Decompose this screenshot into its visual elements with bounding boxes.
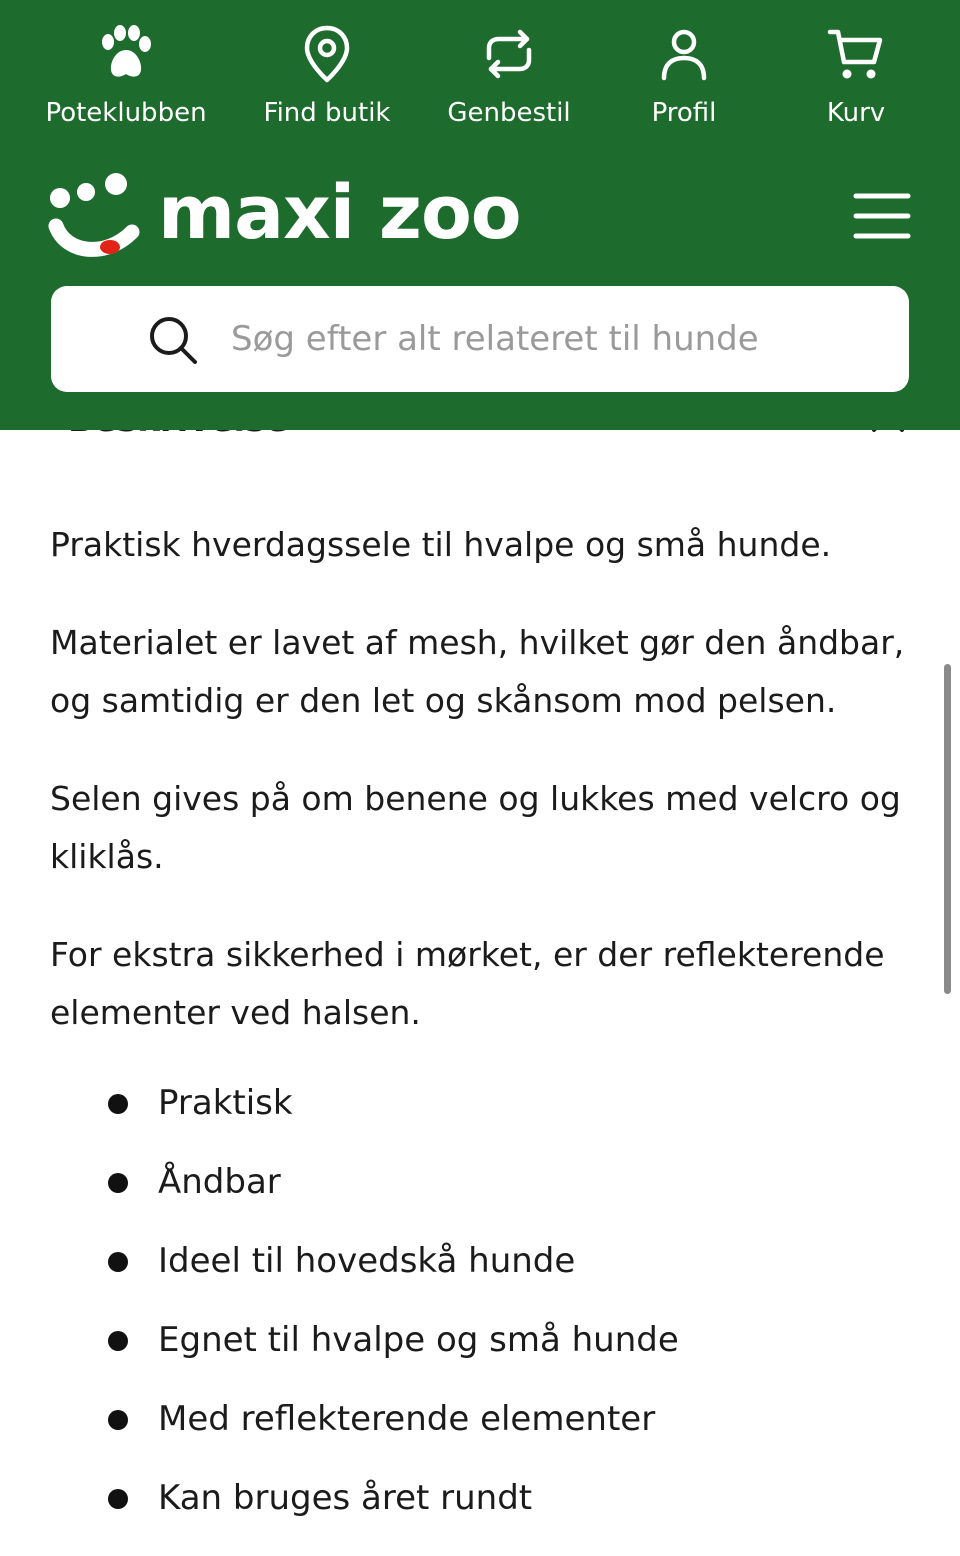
list-item [50, 1477, 910, 1556]
hamburger-menu-icon[interactable] [850, 190, 914, 242]
list-item-text: Praktisk [158, 1083, 293, 1123]
bullet-dot-icon [108, 1410, 128, 1430]
list-item-text: Åndbar [158, 1162, 281, 1202]
feature-list [50, 1082, 910, 1556]
nav-poteklubben[interactable] [26, 22, 226, 137]
nav-genbestil[interactable] [409, 22, 609, 137]
repeat-icon [477, 22, 541, 86]
search-input[interactable] [231, 304, 871, 374]
nav-label: Genbestil [447, 98, 571, 128]
nav-label: Profil [651, 98, 717, 128]
description-paragraph: Praktisk hverdagssele til hvalpe og små hunde. [50, 525, 832, 564]
nav-profil[interactable] [584, 22, 784, 137]
list-item [50, 1161, 910, 1240]
bullet-dot-icon [108, 1173, 128, 1193]
description-paragraph: Materialet er lavet af mesh, hvilket gør den åndbar, og samtidig er den let og skånsom mod pelsen. [50, 623, 905, 720]
cart-icon [824, 22, 888, 86]
maxi-zoo-logo[interactable] [48, 168, 568, 268]
user-icon [652, 22, 716, 86]
site-header [0, 0, 960, 430]
nav-kurv[interactable] [756, 22, 956, 137]
logo-mark-icon [48, 168, 148, 263]
bullet-dot-icon [108, 1094, 128, 1114]
description-content [50, 516, 910, 1556]
list-item-text: Kan bruges året rundt [158, 1478, 533, 1518]
paw-icon [94, 22, 158, 86]
list-item [50, 1082, 910, 1161]
list-item-text: Ideel til hovedskå hunde [158, 1241, 576, 1281]
description-paragraph: Selen gives på om benene og lukkes med velcro og kliklås. [50, 779, 901, 876]
bullet-dot-icon [108, 1489, 128, 1509]
description-paragraph: For ekstra sikkerhed i mørket, er der reflekterende elementer ved halsen. [50, 935, 885, 1032]
nav-find-butik[interactable] [227, 22, 427, 137]
bullet-dot-icon [108, 1331, 128, 1351]
logo-wordmark: maxi zoo [158, 170, 521, 256]
list-item [50, 1319, 910, 1398]
search-bar[interactable] [51, 286, 909, 392]
list-item [50, 1398, 910, 1477]
top-navigation [0, 22, 960, 142]
nav-label: Find butik [263, 98, 391, 128]
list-item-text: Egnet til hvalpe og små hunde [158, 1320, 679, 1360]
location-pin-icon [295, 22, 359, 86]
nav-label: Kurv [826, 98, 886, 128]
list-item-text: Med reflekterende elementer [158, 1399, 656, 1439]
bullet-dot-icon [108, 1252, 128, 1272]
search-icon [147, 314, 199, 366]
nav-label: Poteklubben [45, 98, 207, 128]
list-item [50, 1240, 910, 1319]
scrollbar-thumb[interactable] [944, 664, 951, 994]
